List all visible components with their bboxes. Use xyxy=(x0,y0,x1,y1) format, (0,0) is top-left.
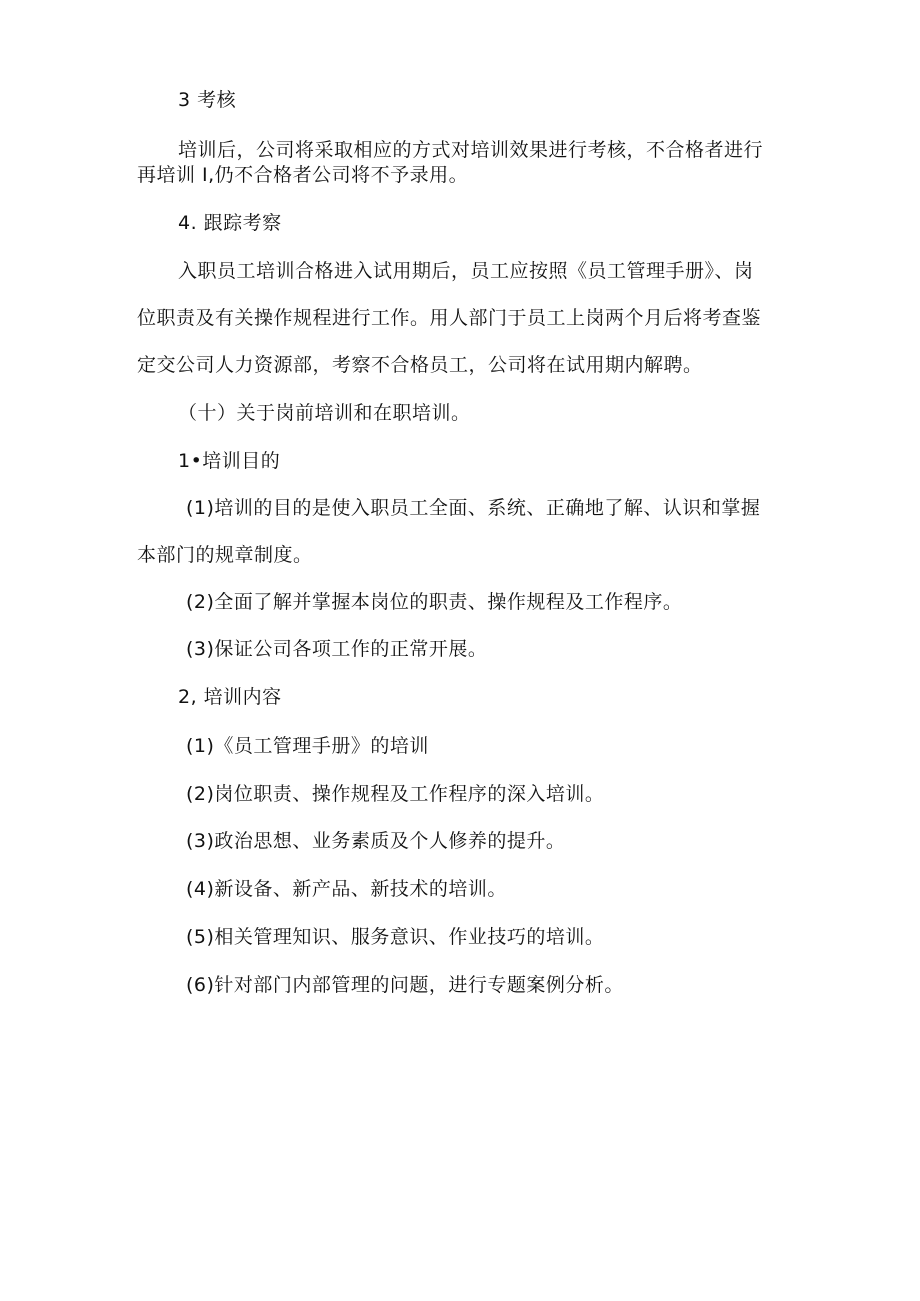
list-item: (1)培训的目的是使入职员工全面、系统、正确地了解、认识和掌握 xyxy=(186,497,761,519)
section-heading-training: （十）关于岗前培训和在职培训。 xyxy=(178,402,471,424)
list-item: (1)《员工管理手册》的培训 xyxy=(186,735,429,757)
section-heading-assessment: 3 考核 xyxy=(178,89,237,111)
list-item: (3)保证公司各项工作的正常开展。 xyxy=(186,638,488,660)
paragraph-line: 培训后，公司将采取相应的方式对培训效果进行考核，不合格者进行 xyxy=(178,139,764,161)
list-item: (6)针对部门内部管理的问题，进行专题案例分析。 xyxy=(186,974,624,996)
list-item-continuation: 本部门的规章制度。 xyxy=(137,544,313,566)
list-item: (3)政治思想、业务素质及个人修养的提升。 xyxy=(186,830,566,852)
paragraph-line: 位职责及有关操作规程进行工作。用人部门于员工上岗两个月后将考查鉴 xyxy=(137,307,762,329)
list-item: (4)新设备、新产品、新技术的培训。 xyxy=(186,878,507,900)
list-item: (5)相关管理知识、服务意识、作业技巧的培训。 xyxy=(186,926,605,948)
list-item: (2)岗位职责、操作规程及工作程序的深入培训。 xyxy=(186,783,605,805)
paragraph-line: 再培训 I,仍不合格者公司将不予录用。 xyxy=(137,164,469,186)
subheading-purpose: 1•培训目的 xyxy=(178,450,281,472)
subheading-content: 2, 培训内容 xyxy=(178,686,282,708)
paragraph-line: 入职员工培训合格进入试用期后，员工应按照《员工管理手册》、岗 xyxy=(178,260,754,282)
list-item: (2)全面了解并掌握本岗位的职责、操作规程及工作程序。 xyxy=(186,591,683,613)
paragraph-line: 定交公司人力资源部，考察不合格员工，公司将在试用期内解聘。 xyxy=(137,354,703,376)
section-heading-tracking: 4. 跟踪考察 xyxy=(178,212,282,234)
